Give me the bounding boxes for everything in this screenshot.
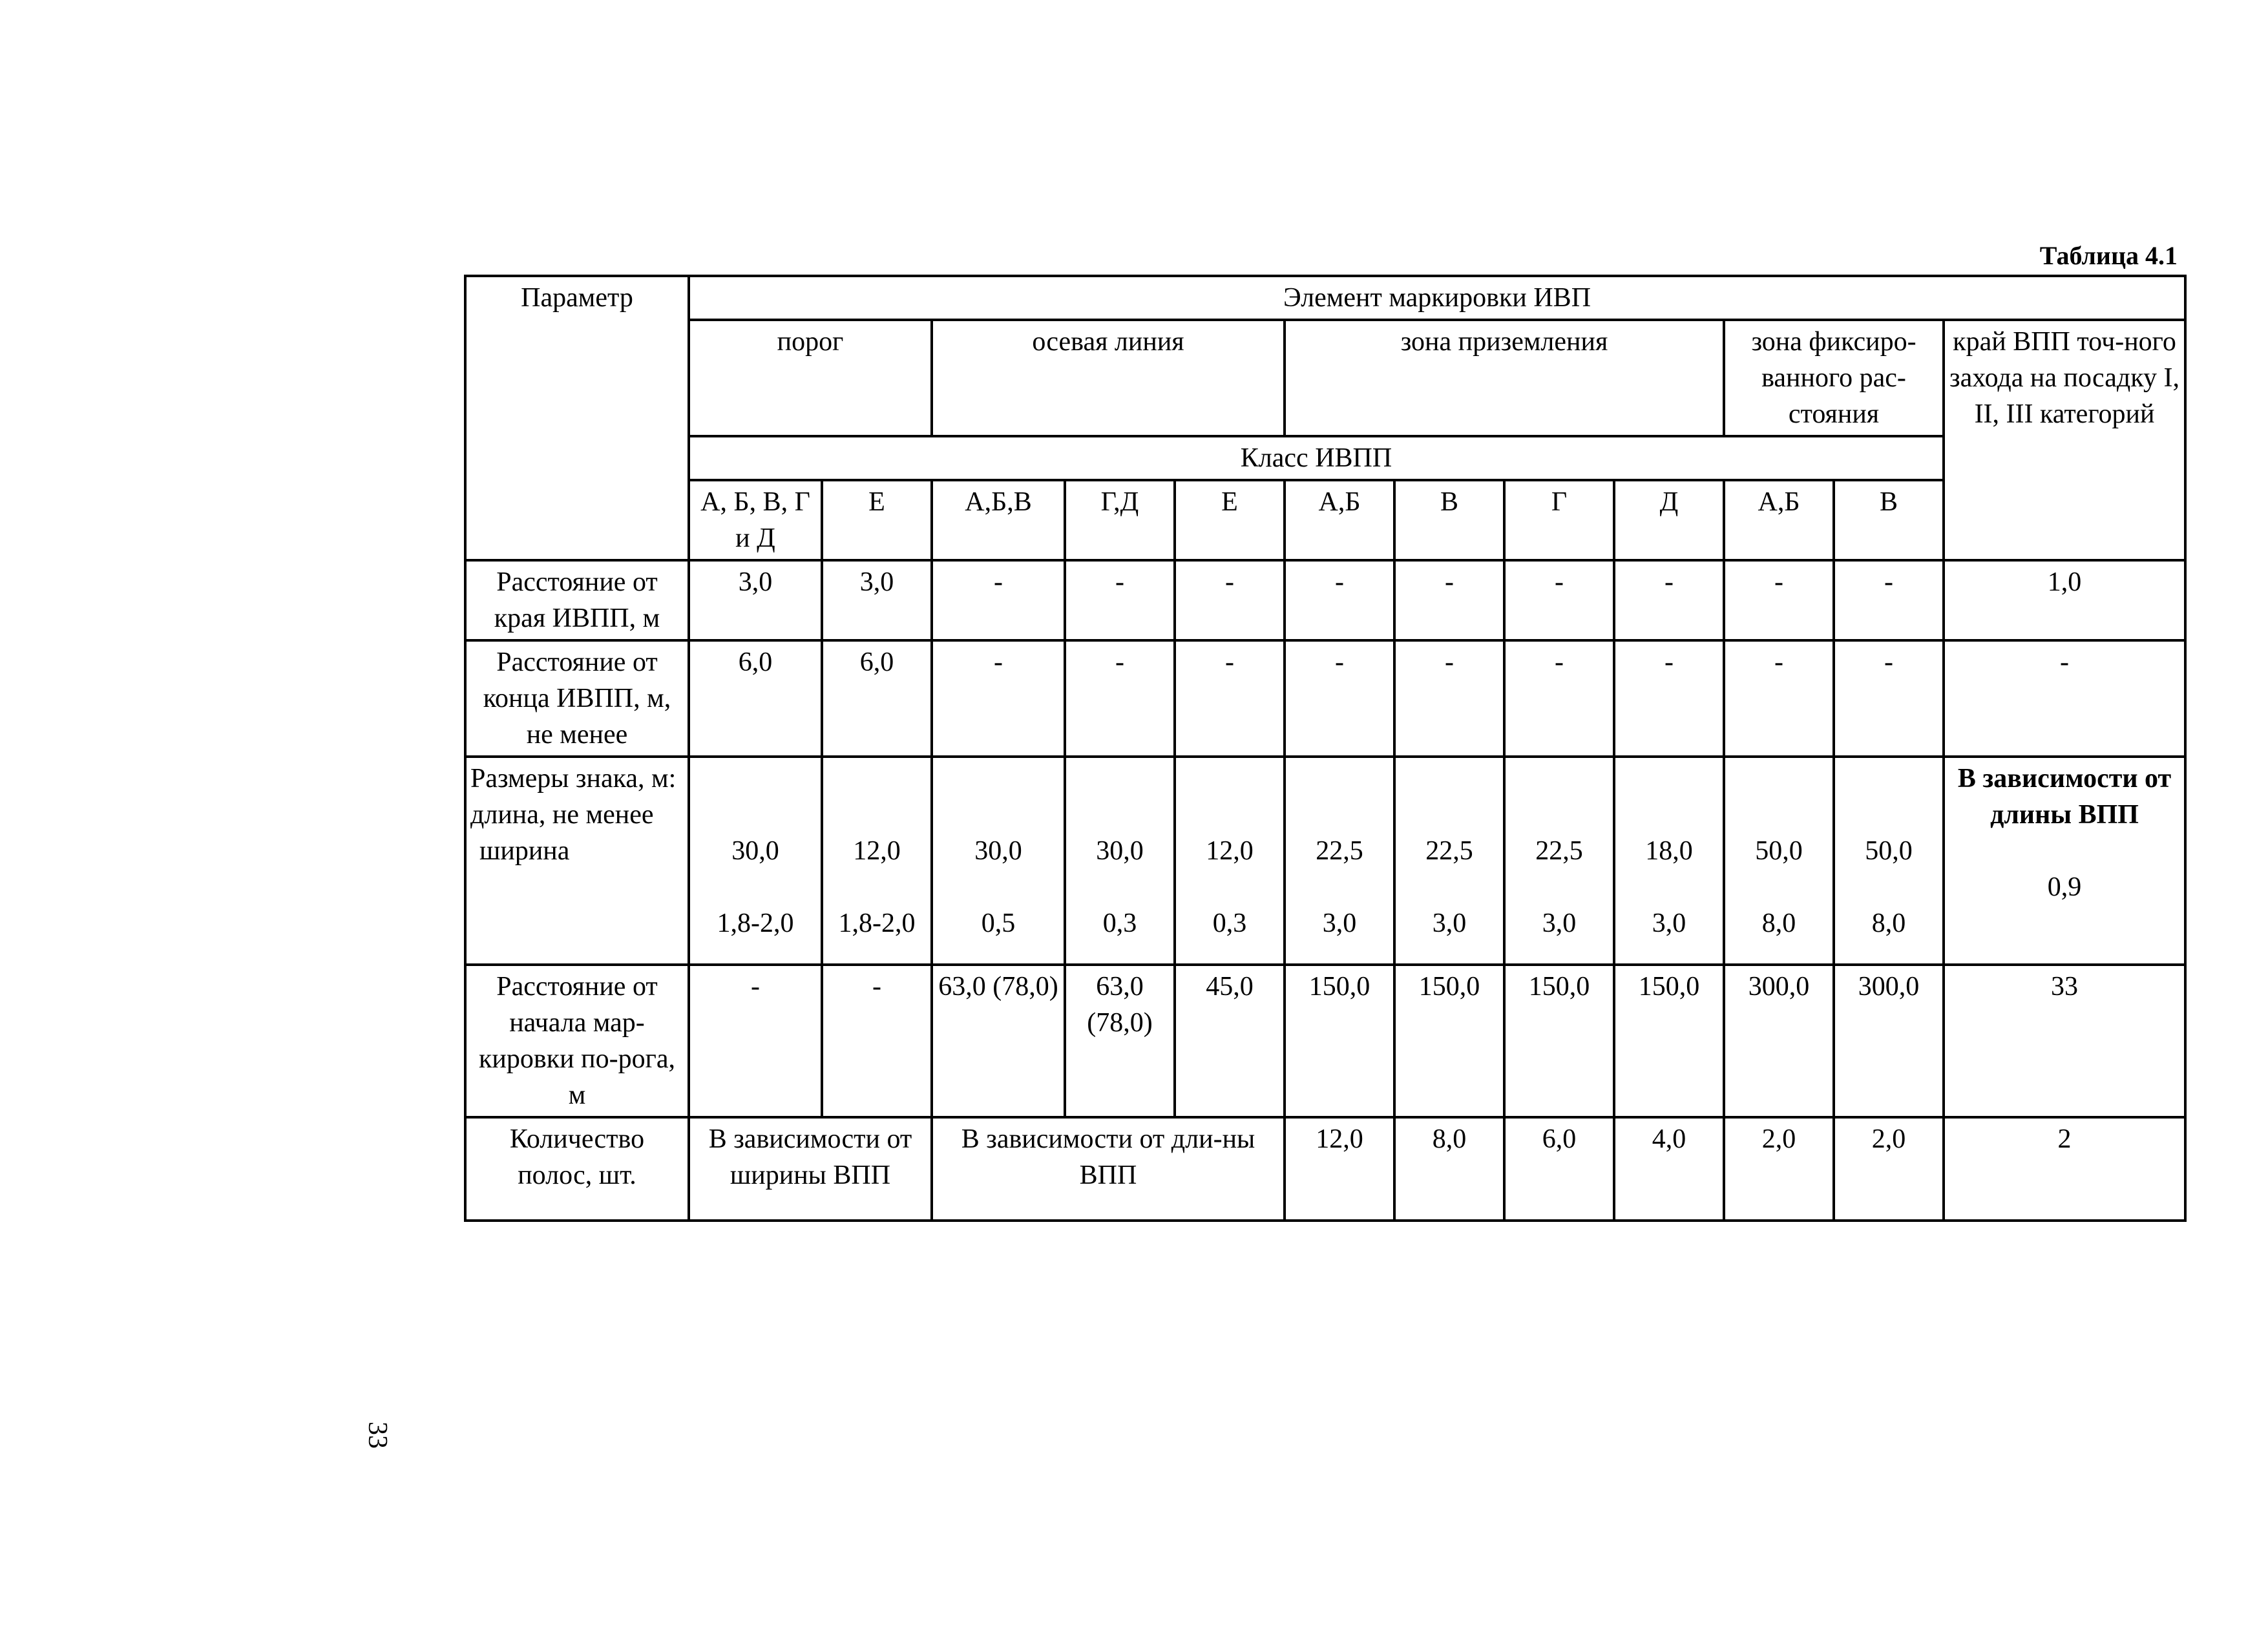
table-cell: 2,0 (1834, 1117, 1944, 1221)
table-cell: - (1504, 640, 1614, 757)
table-cell: - (1065, 640, 1175, 757)
table-cell: 1,0 (1944, 560, 2185, 640)
table-cell: - (822, 965, 932, 1117)
table-cell: 30,0 0,5 (932, 757, 1065, 965)
table-cell: 8,0 (1394, 1117, 1504, 1221)
table-cell: 2 (1944, 1117, 2185, 1221)
table-cell: В зависимости от дли-ны ВПП (932, 1117, 1285, 1221)
table-cell: 3,0 (822, 560, 932, 640)
table-cell: 30,0 1,8-2,0 (689, 757, 822, 965)
row-label-head: Размеры знака, м: (470, 764, 677, 793)
header-klass: Класс ИВПП (689, 436, 1944, 480)
table-cell: - (1175, 640, 1285, 757)
table-cell: 22,5 3,0 (1394, 757, 1504, 965)
table-cell: 6,0 (822, 640, 932, 757)
table-row (465, 560, 2185, 640)
table-cell: 150,0 (1394, 965, 1504, 1117)
header-sub-cell: В (1394, 480, 1504, 560)
header-sub-cell: В (1834, 480, 1944, 560)
header-group-porog: порог (689, 320, 932, 436)
header-sub-cell: Е (1175, 480, 1285, 560)
table-cell: - (1834, 560, 1944, 640)
table-cell: - (932, 640, 1065, 757)
row-label: Расстояние от края ИВПП, м (465, 560, 689, 640)
table-cell: 33 (1944, 965, 2185, 1117)
table-cell: 6,0 (1504, 1117, 1614, 1221)
table-cell: - (1175, 560, 1285, 640)
header-sub-cell: А,Б (1285, 480, 1394, 560)
table-cell: - (1724, 640, 1834, 757)
header-sub-cell: А,Б,В (932, 480, 1065, 560)
row-label: Расстояние от начала мар-кировки по-рога, м (465, 965, 689, 1117)
table-cell: В зависимости от ширины ВПП (689, 1117, 932, 1221)
table-cell: 50,0 8,0 (1724, 757, 1834, 965)
table-title: Таблица 4.1 (2039, 241, 2178, 270)
table-cell: 12,0 0,3 (1175, 757, 1285, 965)
table-cell: - (1504, 560, 1614, 640)
table-cell: 150,0 (1285, 965, 1394, 1117)
table-cell: 3,0 (689, 560, 822, 640)
table-cell: 12,0 (1285, 1117, 1394, 1221)
header-sub-cell: Д (1614, 480, 1724, 560)
table-cell: - (1944, 640, 2185, 757)
header-sub-cell: Г (1504, 480, 1614, 560)
table-cell: 4,0 (1614, 1117, 1724, 1221)
table-cell: - (1285, 560, 1394, 640)
header-group-zona-priz: зона приземления (1285, 320, 1724, 436)
table-row (465, 965, 2185, 1117)
table-cell: 300,0 (1724, 965, 1834, 1117)
table-cell: 150,0 (1614, 965, 1724, 1117)
table-cell: - (1724, 560, 1834, 640)
table-cell: 30,0 0,3 (1065, 757, 1175, 965)
table-cell: 50,0 8,0 (1834, 757, 1944, 965)
table-cell: 2,0 (1724, 1117, 1834, 1221)
table-cell: 300,0 (1834, 965, 1944, 1117)
table-row (465, 640, 2185, 757)
header-group-zona-fiks: зона фиксиро-ванного рас-стояния (1724, 320, 1944, 436)
table-cell: - (1394, 640, 1504, 757)
table-cell: - (1394, 560, 1504, 640)
table-cell: 63,0 (78,0) (932, 965, 1065, 1117)
header-group-osevaya: осевая линия (932, 320, 1285, 436)
header-sub-cell: Е (822, 480, 932, 560)
table-cell: 150,0 (1504, 965, 1614, 1117)
table-cell: - (932, 560, 1065, 640)
marking-parameters-table (464, 275, 2187, 1222)
table-cell: 63,0 (78,0) (1065, 965, 1175, 1117)
header-element-group: Элемент маркировки ИВП (689, 276, 2185, 320)
table-cell: - (1065, 560, 1175, 640)
row-label (465, 757, 689, 965)
table-cell: 45,0 (1175, 965, 1285, 1117)
table-cell: - (1285, 640, 1394, 757)
table-row (465, 757, 2185, 965)
table-cell: - (1614, 640, 1724, 757)
header-sub-cell: Г,Д (1065, 480, 1175, 560)
header-sub-cell: А, Б, В, Г и Д (689, 480, 822, 560)
table-cell: 12,0 1,8-2,0 (822, 757, 932, 965)
table-cell: В зависимости от длины ВПП 0,9 (1944, 757, 2185, 965)
header-param: Параметр (465, 276, 689, 560)
table-cell: - (689, 965, 822, 1117)
table-cell: 22,5 3,0 (1504, 757, 1614, 965)
row-label: Количество полос, шт. (465, 1117, 689, 1221)
row-label: Расстояние от конца ИВПП, м, не менее (465, 640, 689, 757)
row-label-width: ширина (479, 836, 570, 866)
table-cell: 6,0 (689, 640, 822, 757)
table-cell: - (1834, 640, 1944, 757)
page-number: 33 (362, 1422, 392, 1449)
row-label-length: длина, не менее (470, 800, 654, 830)
table-row (465, 1117, 2185, 1221)
table-cell: - (1614, 560, 1724, 640)
header-sub-cell: А,Б (1724, 480, 1834, 560)
header-group-kray: край ВПП точ-ного захода на посадку I, II, III категорий (1944, 320, 2185, 560)
table-cell: 18,0 3,0 (1614, 757, 1724, 965)
table-cell: 22,5 3,0 (1285, 757, 1394, 965)
